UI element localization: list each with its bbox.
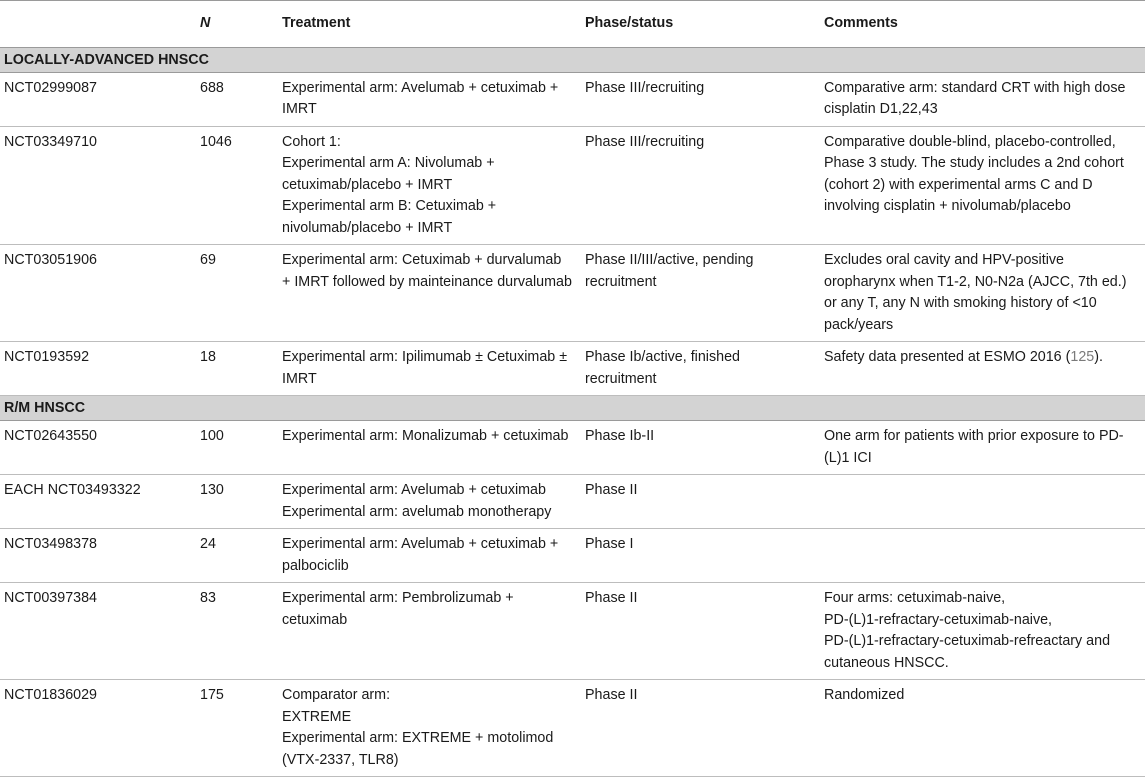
treatment-line: Experimental arm: Monalizumab + cetuximab (282, 428, 569, 444)
trial-phase: Phase III/recruiting (581, 126, 820, 245)
table-row (0, 72, 1145, 126)
treatment-line: Experimental arm B: Cetuximab + nivolumab/placebo + IMRT (282, 198, 497, 236)
trial-comments (820, 342, 1145, 396)
trial-treatment (278, 680, 581, 777)
treatment-line: Experimental arm: Pembrolizumab + cetuximab (282, 590, 514, 628)
trial-id: NCT03498378 (0, 529, 196, 583)
comments-line: PD-(L)1-refractary-cetuximab-refreactary and cutaneous HNSCC. (824, 633, 1111, 671)
treatment-line: Experimental arm A: Nivolumab + cetuximab/placebo + IMRT (282, 155, 495, 193)
trial-comments: One arm for patients with prior exposure to PD-(L)1 ICI (820, 421, 1145, 475)
trial-treatment (278, 529, 581, 583)
trial-comments: Randomized (820, 680, 1145, 777)
trial-id: NCT02999087 (0, 72, 196, 126)
trial-n: 688 (196, 72, 278, 126)
trial-phase: Phase II (581, 583, 820, 680)
trial-n: 1046 (196, 126, 278, 245)
trial-n: 18 (196, 342, 278, 396)
trial-treatment (278, 421, 581, 475)
treatment-line: Experimental arm: Avelumab + cetuximab + IMRT (282, 79, 559, 117)
trial-treatment (278, 126, 581, 245)
comments-line: Four arms: cetuximab-naive, (824, 590, 1006, 606)
trial-phase: Phase II (581, 475, 820, 529)
trial-id: EACH NCT03493322 (0, 475, 196, 529)
trial-treatment (278, 72, 581, 126)
trial-n: 69 (196, 245, 278, 342)
trial-treatment (278, 475, 581, 529)
table-row (0, 126, 1145, 245)
trial-phase: Phase II (581, 680, 820, 777)
comments-text: Safety data presented at ESMO 2016 ( (824, 349, 1071, 365)
trial-comments (820, 529, 1145, 583)
trial-phase: Phase III/recruiting (581, 72, 820, 126)
trial-id: NCT0193592 (0, 342, 196, 396)
header-row (0, 1, 1145, 48)
treatment-line: Comparator arm: (282, 687, 391, 703)
trial-phase: Phase I (581, 529, 820, 583)
trial-id: NCT00397384 (0, 583, 196, 680)
trial-phase: Phase II/III/active, pending recruitment (581, 245, 820, 342)
trial-comments (820, 583, 1145, 680)
section-title: LOCALLY-ADVANCED HNSCC (0, 47, 1145, 72)
treatment-line: Experimental arm: Cetuximab + durvalumab + IMRT followed by mainteinance durvalumab (282, 252, 572, 290)
trial-comments: Comparative double-blind, placebo-controlled, Phase 3 study. The study includes a 2nd cohort (cohort 2) with experimental arms C and D involving cisplatin + nivolumab/placebo (820, 126, 1145, 245)
trial-phase: Phase Ib/active, finished recruitment (581, 342, 820, 396)
header-n: N (196, 1, 278, 48)
treatment-line: EXTREME (282, 708, 352, 725)
section-title: R/M HNSCC (0, 396, 1145, 421)
trial-id: NCT01836029 (0, 680, 196, 777)
reference-link[interactable]: 125 (1070, 349, 1095, 365)
section-header-rm-hnscc (0, 396, 1145, 421)
comments-line: PD-(L)1-refractary-cetuximab-naive, (824, 611, 1053, 628)
table-row (0, 342, 1145, 396)
comments-tail: ). (1094, 349, 1103, 365)
trial-id: NCT03051906 (0, 245, 196, 342)
trial-treatment (278, 342, 581, 396)
trial-n: 83 (196, 583, 278, 680)
trial-comments: Excludes oral cavity and HPV-positive oropharynx when T1-2, N0-N2a (AJCC, 7th ed.) or any T, any N with smoking history of <10 pack/years (820, 245, 1145, 342)
trial-comments: Comparative arm: standard CRT with high dose cisplatin D1,22,43 (820, 72, 1145, 126)
treatment-line: Experimental arm: Ipilimumab ± Cetuximab ± IMRT (282, 349, 568, 387)
trial-n: 130 (196, 475, 278, 529)
section-header-locally-advanced (0, 47, 1145, 72)
table-row (0, 680, 1145, 777)
trial-treatment (278, 583, 581, 680)
treatment-line: Cohort 1: (282, 133, 341, 150)
trial-phase: Phase Ib-II (581, 421, 820, 475)
table-row (0, 529, 1145, 583)
trial-id: NCT03349710 (0, 126, 196, 245)
header-phase: Phase/status (581, 1, 820, 48)
trial-n: 175 (196, 680, 278, 777)
table-row (0, 583, 1145, 680)
table-row (0, 475, 1145, 529)
trial-treatment (278, 245, 581, 342)
header-comments: Comments (820, 1, 1145, 48)
trial-comments (820, 475, 1145, 529)
header-id (0, 1, 196, 48)
trial-n: 100 (196, 421, 278, 475)
trial-n: 24 (196, 529, 278, 583)
header-treatment: Treatment (278, 1, 581, 48)
table-row (0, 421, 1145, 475)
treatment-line: Experimental arm: EXTREME + motolimod (VTX-2337, TLR8) (282, 730, 554, 768)
treatment-line: Experimental arm: Avelumab + cetuximab + palbociclib (282, 536, 559, 574)
table-row (0, 245, 1145, 342)
treatment-line: Experimental arm: Avelumab + cetuximab Experimental arm: avelumab monotherapy (282, 482, 552, 520)
trial-id: NCT02643550 (0, 421, 196, 475)
